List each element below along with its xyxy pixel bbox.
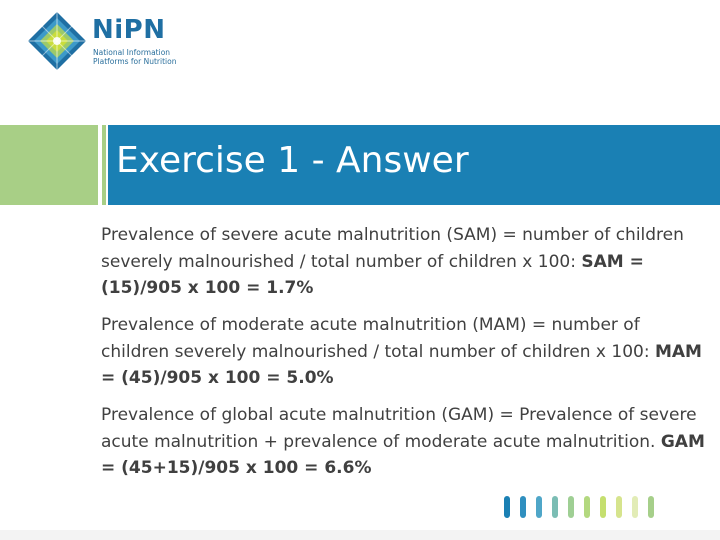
paragraph-gam bbox=[101, 402, 713, 482]
paragraph-mam-text: Prevalence of moderate acute malnutrition (MAM) = number of children severely malnourished / total number of children x 100: bbox=[101, 315, 650, 362]
slide-title: Exercise 1 - Answer bbox=[116, 140, 469, 181]
paragraph-sam bbox=[101, 222, 713, 302]
paragraph-gam-text: Prevalence of global acute malnutrition (GAM) = Prevalence of severe acute malnutrition + prevalence of moderate acute malnutrition. bbox=[101, 405, 697, 452]
paragraph-mam-formula: MAM = (45)/905 x 100 = 5.0% bbox=[101, 341, 702, 388]
decorative-bars bbox=[500, 492, 670, 522]
logo-wordmark: NiPN bbox=[92, 15, 166, 45]
paragraph-sam-formula: SAM =(15)/905 x 100 = 1.7% bbox=[101, 251, 644, 298]
nipn-logo-icon bbox=[26, 10, 88, 72]
accent-green-separator bbox=[102, 125, 106, 205]
logo-subtitle-line1: National Information bbox=[93, 48, 171, 57]
paragraph-mam bbox=[101, 312, 713, 392]
logo-subtitle bbox=[93, 48, 193, 66]
paragraph-sam-text: Prevalence of severe acute malnutrition (SAM) = number of children severely malnourished / total number of children x 100: bbox=[101, 225, 684, 272]
logo-subtitle-line2: Platforms for Nutrition bbox=[93, 57, 177, 66]
paragraph-gam-formula: GAM = (45+15)/905 x 100 = 6.6% bbox=[101, 431, 705, 478]
nipn-logo bbox=[26, 10, 186, 72]
bottom-band bbox=[0, 530, 720, 540]
accent-green-block bbox=[0, 125, 98, 205]
